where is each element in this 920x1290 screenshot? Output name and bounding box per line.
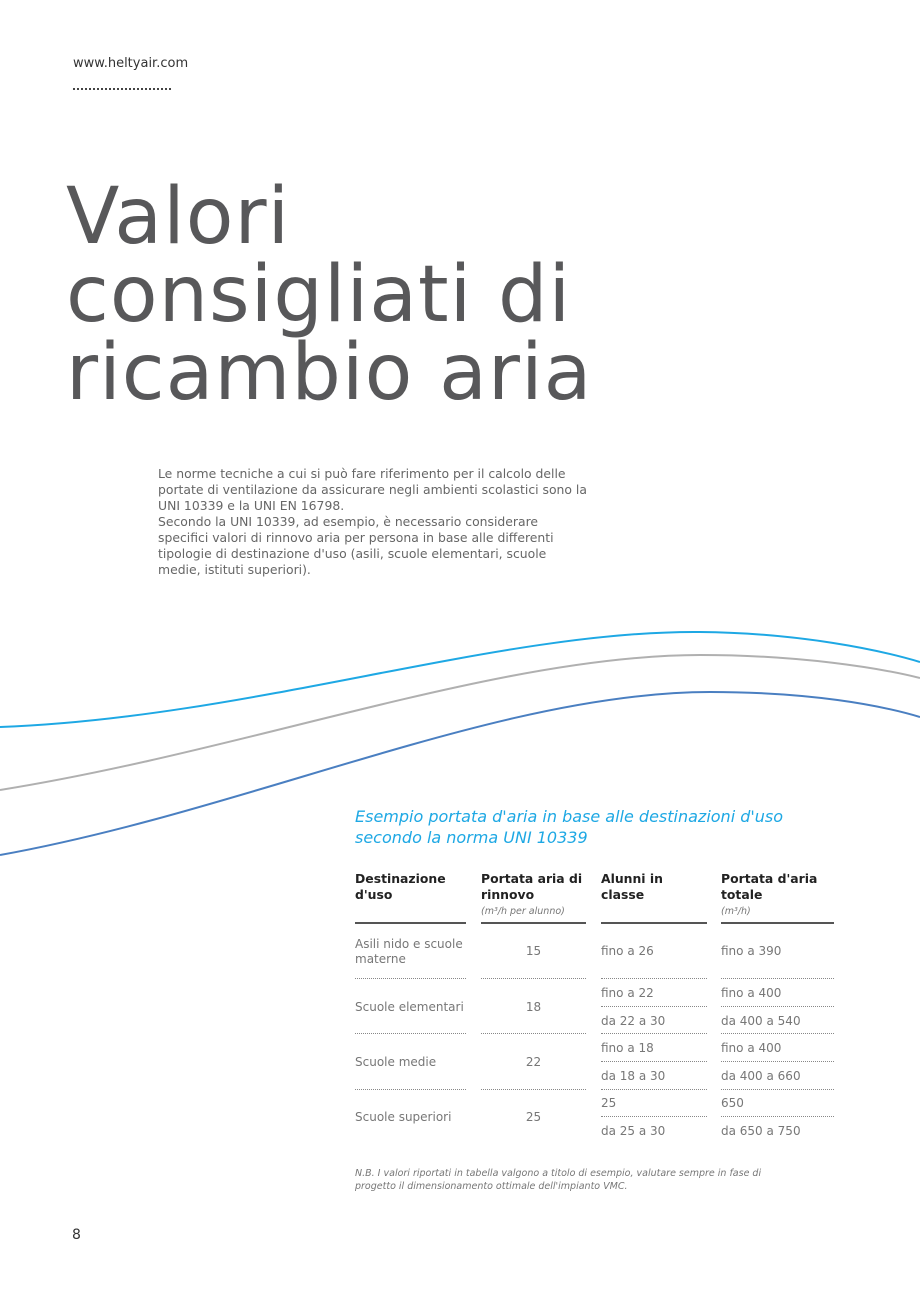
- title-line: consigliati di: [66, 250, 572, 340]
- cell-total: da 400 a 540: [721, 1014, 801, 1028]
- row-divider: [721, 978, 834, 979]
- table-title: Esempio portata d'aria in base alle destinazioni d'uso secondo la norma UNI 10339: [355, 807, 784, 847]
- title-line: Valori: [66, 172, 291, 262]
- cell-students: fino a 18: [601, 1041, 654, 1055]
- cell-rate: 15: [525, 944, 542, 958]
- row-divider: [355, 1033, 466, 1034]
- header-label: Portata aria di rinnovo: [481, 871, 583, 902]
- header-destination: [355, 871, 466, 903]
- cell-students: fino a 26: [601, 944, 654, 958]
- row-divider: [355, 978, 466, 979]
- cell-students: da 18 a 30: [601, 1069, 666, 1083]
- cell-use: Asili nido e scuole materne: [355, 937, 463, 966]
- dotted-divider: [73, 88, 171, 90]
- wave-cyan: [0, 632, 920, 727]
- page-title: [66, 172, 593, 418]
- intro-text: [158, 466, 588, 578]
- row-divider: [601, 1033, 707, 1034]
- header-students: [601, 871, 691, 903]
- header-rule: [601, 922, 707, 924]
- cell-use: Scuole elementari: [355, 1000, 464, 1014]
- title-line: ricambio aria: [66, 328, 593, 418]
- subrow-divider: [601, 1061, 707, 1062]
- cell-students: da 25 a 30: [601, 1124, 666, 1138]
- cell-students: da 22 a 30: [601, 1014, 666, 1028]
- cell-rate: 25: [525, 1110, 542, 1124]
- header-rule: [355, 922, 466, 924]
- subrow-divider: [721, 1061, 834, 1062]
- row-divider: [355, 1089, 466, 1090]
- row-divider: [601, 1089, 707, 1090]
- cell-use: Scuole medie: [355, 1055, 437, 1069]
- cell-total: fino a 400: [721, 986, 782, 1000]
- cell-students: 25: [601, 1096, 617, 1110]
- header-label: Alunni in classe: [601, 871, 663, 902]
- row-divider: [481, 978, 586, 979]
- row-divider: [601, 978, 707, 979]
- website-url[interactable]: www.heltyair.com: [73, 56, 189, 71]
- page-number: 8: [72, 1227, 81, 1243]
- header-unit: (m³/h): [721, 906, 751, 917]
- header-rule: [721, 922, 834, 924]
- header-rule: [481, 922, 586, 924]
- row-divider: [721, 1033, 834, 1034]
- header-label: Portata d'aria totale: [721, 871, 818, 902]
- intro-paragraph: Le norme tecniche a cui si può fare riferimento per il calcolo delle portate di ventilazione da assicurare negli ambienti scolastici sono la UNI 10339 e la UNI EN 16798.: [158, 466, 587, 513]
- row-divider: [481, 1033, 586, 1034]
- cell-total: fino a 400: [721, 1041, 782, 1055]
- cell-total: da 650 a 750: [721, 1124, 801, 1138]
- row-divider: [481, 1089, 586, 1090]
- subrow-divider: [721, 1006, 834, 1007]
- cell-students: fino a 22: [601, 986, 654, 1000]
- subrow-divider: [601, 1006, 707, 1007]
- intro-paragraph: Secondo la UNI 10339, ad esempio, è necessario considerare specifici valori di rinnovo aria per persona in base alle differenti tipologie di destinazione d'uso (asili, scuole elementari, scuole medie, istituti superiori).: [158, 514, 554, 577]
- header-unit: (m³/h per alunno): [481, 906, 565, 917]
- cell-total: 650: [721, 1096, 744, 1110]
- header-air-rate: [481, 871, 586, 918]
- header-label: Destinazione d'uso: [355, 871, 446, 902]
- subrow-divider: [601, 1116, 707, 1117]
- row-divider: [721, 1089, 834, 1090]
- cell-total: fino a 390: [721, 944, 782, 958]
- cell-total: da 400 a 660: [721, 1069, 801, 1083]
- subrow-divider: [721, 1116, 834, 1117]
- header-total-flow: [721, 871, 821, 918]
- table-note: N.B. I valori riportati in tabella valgono a titolo di esempio, valutare sempre in fase di progetto il dimensionamento ottimale dell'impianto VMC.: [355, 1168, 762, 1192]
- cell-rate: 18: [525, 1000, 542, 1014]
- cell-rate: 22: [525, 1055, 542, 1069]
- wave-gray: [0, 655, 920, 790]
- cell-use: Scuole superiori: [355, 1110, 452, 1124]
